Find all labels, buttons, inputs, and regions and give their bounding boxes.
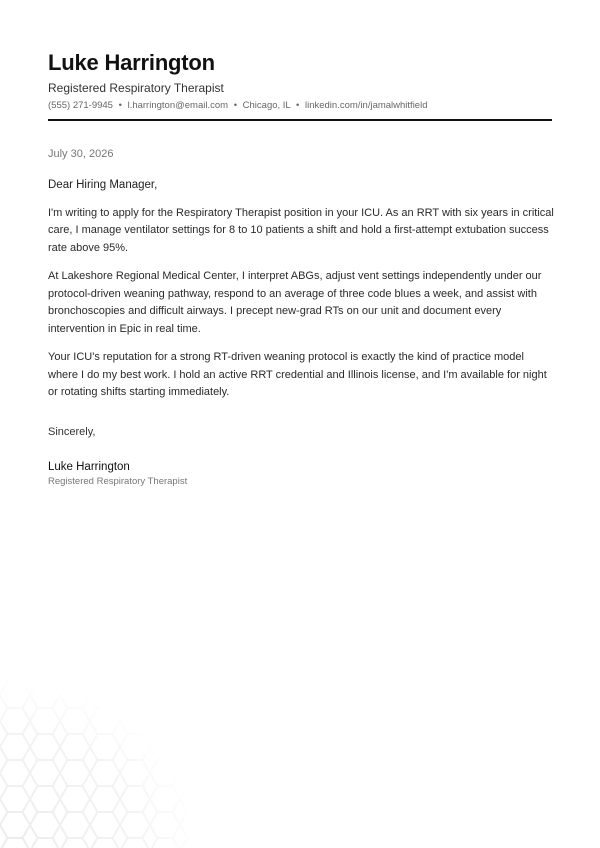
letter-paragraph: I'm writing to apply for the Respiratory Therapist position in your ICU. As an RRT with six years in critical care, I manage ventilator settings for 8 to 10 patients a shift and hold a first-attempt extubation success rate above 95%. [48,206,554,254]
hexagon-pattern-decoration [0,678,200,848]
letter-body [48,146,554,489]
contact-separator: • [233,100,238,111]
contact-linkedin[interactable]: linkedin.com/in/jamalwhitfield [304,100,428,111]
letter-header [48,48,552,112]
letter-paragraph: Your ICU's reputation for a strong RT-driven weaning protocol is exactly the kind of practice model where I do my best work. I hold an active RRT credential and Illinois license, and I'm available for night or rotating shifts starting immediately. [48,351,547,398]
letter-paragraph: At Lakeshore Regional Medical Center, I interpret ABGs, adjust vent settings independently under our protocol-driven weaning pathway, respond to an average of three code blues a week, and assist with bronchoscopies and difficult airways. I precept new-grad RTs on our unit and document every intervention in Epic in real time. [48,270,542,335]
header-divider [48,119,552,121]
contact-location: Chicago, IL [242,100,291,111]
contact-separator: • [296,100,300,111]
contact-line [48,99,552,112]
signature-name: Luke Harrington [48,461,130,473]
contact-phone: (555) 271-9945 [48,100,113,111]
letter-date: July 30, 2026 [48,148,114,160]
applicant-title: Registered Respiratory Therapist [48,81,224,95]
applicant-name: Luke Harrington [48,50,215,75]
letter-greeting: Dear Hiring Manager, [48,179,158,191]
letter-closing: Sincerely, [48,425,96,438]
signature-title: Registered Respiratory Therapist [48,476,188,487]
contact-separator: • [118,100,122,111]
contact-email[interactable]: l.harrington@email.com [127,100,229,111]
